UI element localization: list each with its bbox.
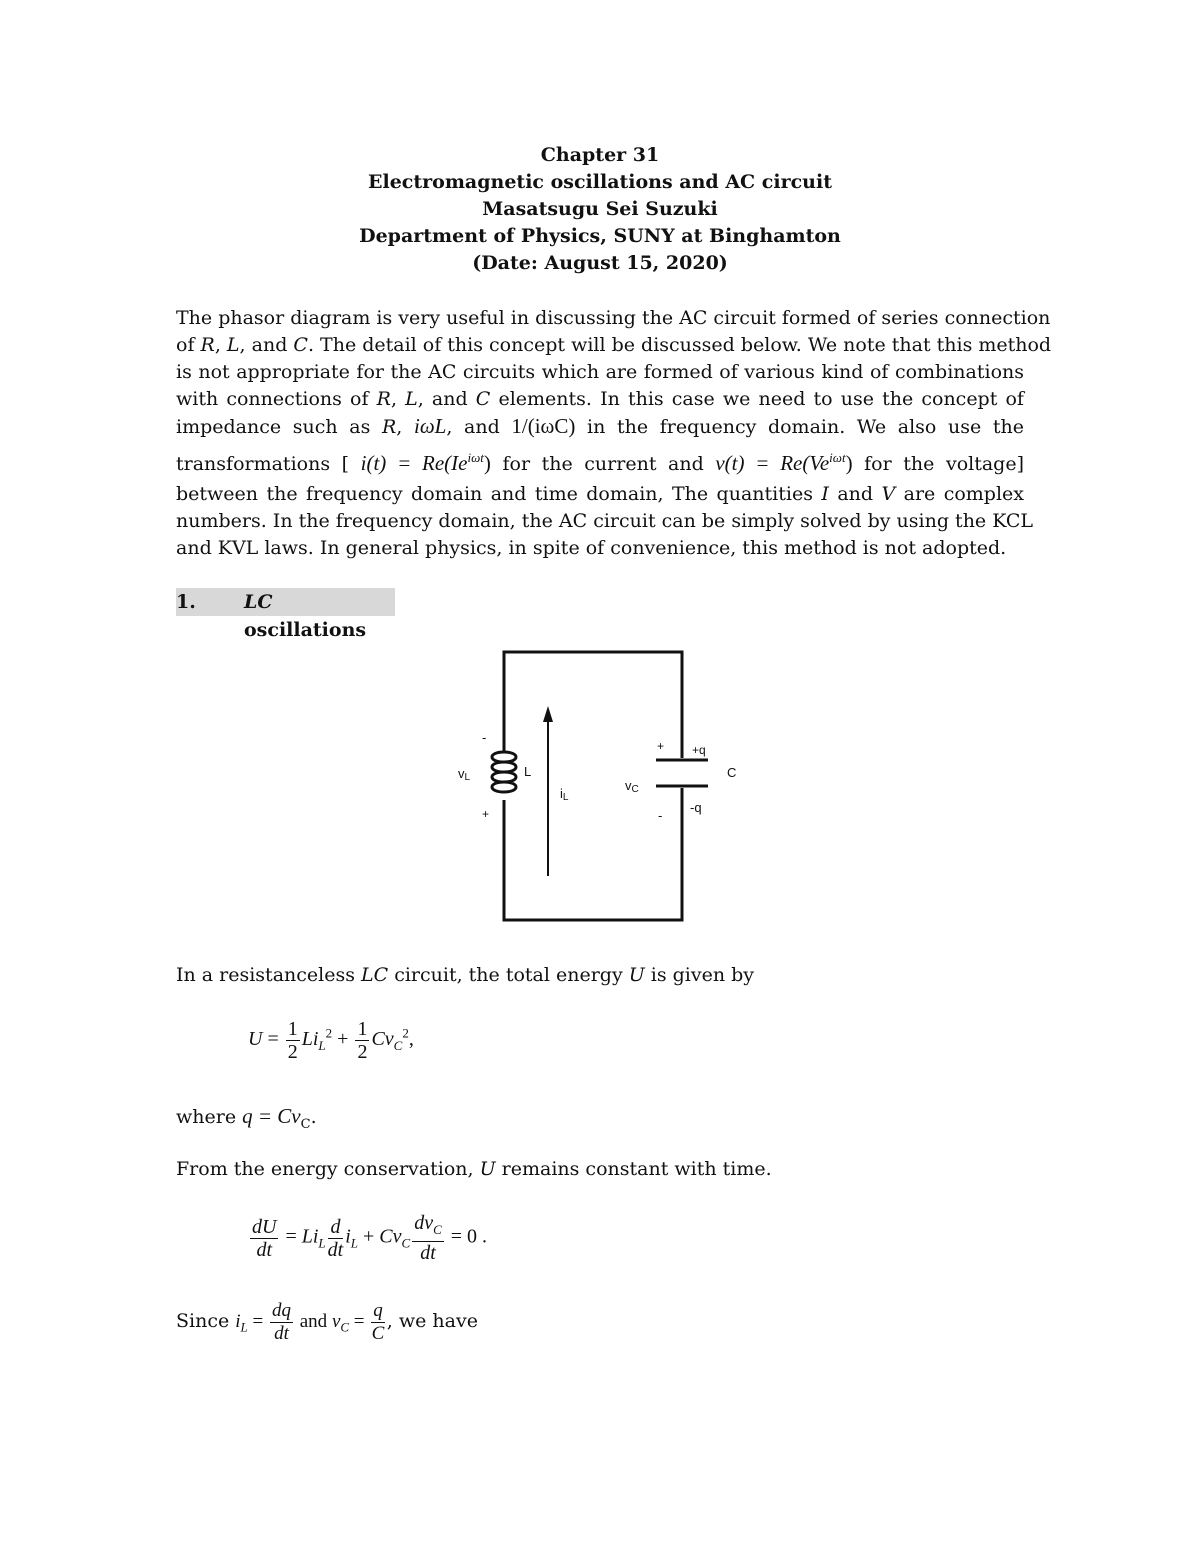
where-text: where $q = Cv_C$. xyxy=(176,1104,317,1132)
circuit-wire-loop xyxy=(504,652,682,920)
paper-title: Electromagnetic oscillations and AC circuit xyxy=(368,171,832,193)
plus-bottom-label: + xyxy=(482,807,490,821)
intro-line: and KVL laws. In general physics, in spite of convenience, this method is not adopted. xyxy=(176,537,1007,559)
chapter-title: Chapter 31 xyxy=(540,144,660,166)
inductor-coil xyxy=(492,752,516,800)
intro-line: of R, L, and C. The detail of this concept will be discussed below. We note that this method xyxy=(176,334,1052,356)
intro-line: impedance such as R, iωL, and 1/(iωC) in the frequency domain. We also use the xyxy=(176,414,1024,438)
intro-line: The phasor diagram is very useful in discussing the AC circuit formed of series connection xyxy=(176,307,1051,329)
department: Department of Physics, SUNY at Binghamton xyxy=(359,225,841,247)
section-heading xyxy=(176,588,395,641)
current-arrow xyxy=(543,706,553,876)
il-label: iL xyxy=(560,786,569,803)
author-name: Masatsugu Sei Suzuki xyxy=(482,198,718,220)
since-line: Since $i_L$ = $\frac{dq}{dt}$ and $v_C$ = $\frac{q}{C}$ , we have xyxy=(176,1300,478,1344)
date: (Date: August 15, 2020) xyxy=(472,252,728,274)
c-label: C xyxy=(727,765,737,780)
lc-circuit-diagram xyxy=(440,640,760,930)
plus-q-label: +q xyxy=(692,743,706,757)
vc-label: vC xyxy=(625,778,639,795)
section-title: LC oscillations xyxy=(244,591,367,641)
conservation-text: From the energy conservation, U remains constant with time. xyxy=(176,1158,772,1180)
paper-header xyxy=(0,142,1200,277)
vl-label: vL xyxy=(458,766,471,783)
intro-line: transformations [ $i(t) = Re(Ie^{i\omega t})$ for the current and $v(t) = Re(Ve^{i\omega t})$ for the voltage] xyxy=(176,450,1024,475)
capacitor xyxy=(656,758,708,788)
minus-cap-label: - xyxy=(658,808,663,823)
l-label: L xyxy=(524,764,532,779)
section-number: 1. xyxy=(176,591,196,613)
derivative-equation: $\frac{dU}{dt}$ = $Li_L$ $\frac{d}{dt}$ $i_L + Cv_C$ $\frac{dv_C}{dt}$ = 0 . xyxy=(252,1212,488,1264)
intro-line: between the frequency domain and time domain, The quantities I and V are complex xyxy=(176,483,1024,505)
intro-line: is not appropriate for the AC circuits which are formed of various kind of combinations xyxy=(176,361,1024,383)
minus-q-label: -q xyxy=(690,800,702,815)
energy-text: In a resistanceless LC circuit, the total energy U is given by xyxy=(176,964,755,986)
intro-paragraph xyxy=(176,305,1052,562)
plus-cap-label: + xyxy=(657,739,665,753)
intro-line: numbers. In the frequency domain, the AC circuit can be simply solved by using the KCL xyxy=(176,510,1034,532)
intro-line: with connections of R, L, and C elements. In this case we need to use the concept of xyxy=(176,388,1024,410)
minus-top-label: - xyxy=(482,730,487,745)
energy-equation: U = $\frac{1}{2}$ $Li_L^2$ + $\frac{1}{2}$ $Cv_C^2$, xyxy=(248,1018,414,1063)
